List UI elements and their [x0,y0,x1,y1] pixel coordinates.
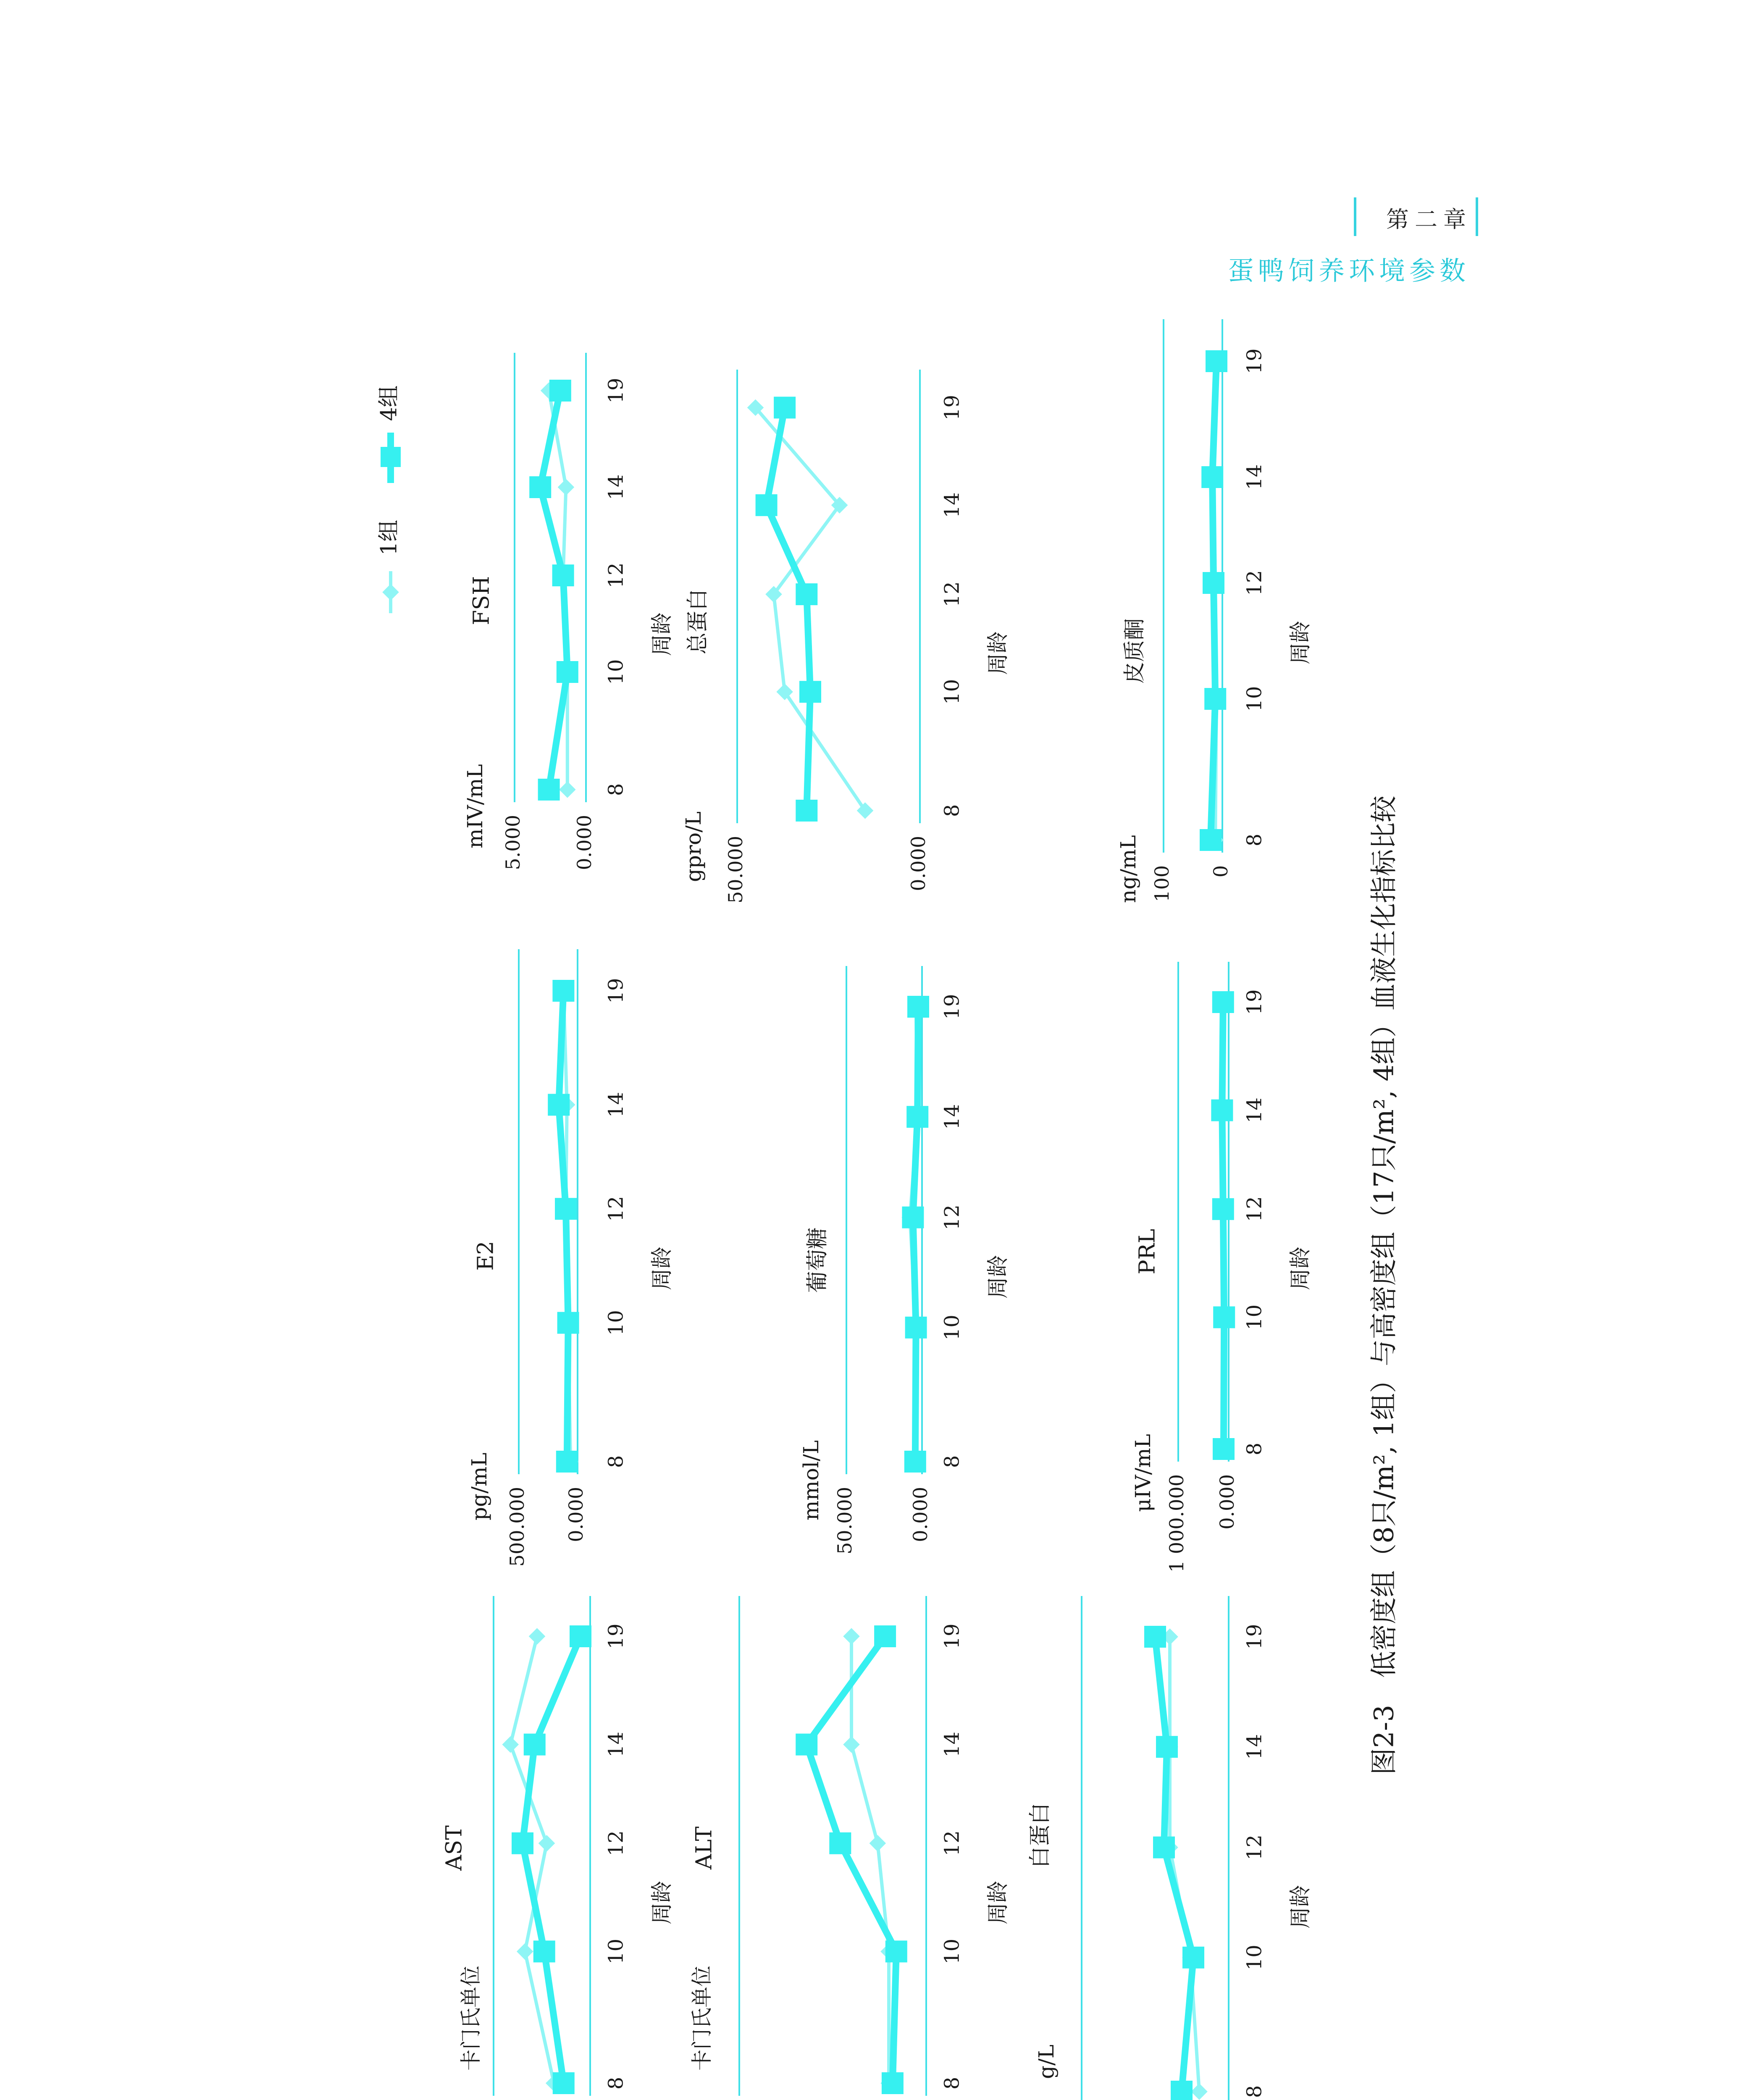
series-line-2 [913,1007,918,1462]
x-tick-label: 10 [604,1310,628,1336]
data-point-group4 [557,661,578,683]
data-point-group4 [907,996,929,1018]
chart-title: AST [441,1825,467,1871]
y-tick-label: 1 000.000 [1165,1474,1188,1573]
data-point-group4 [796,800,817,822]
chart-panel-4 [690,1596,1011,2100]
figure-caption: 图2-3 低密度组（8只/m², 1组）与高密度组（17只/m², 4组）血液生化指标比较 [1369,795,1400,1775]
data-point-group1 [843,1736,860,1753]
data-point-group1 [529,1628,546,1645]
chart-title: E2 [473,1241,499,1271]
data-point-group4 [1211,1100,1233,1121]
chart-panel-6 [681,370,1011,903]
x-tick-label: 19 [604,1623,628,1649]
series-line-2 [523,1636,581,2083]
data-point-group1 [558,479,575,496]
y-tick-label: 0 [1209,865,1232,878]
y-tick-label: 50.000 [833,1487,856,1554]
x-tick-label: 19 [940,1623,964,1649]
y-axis-label: gpro/L [681,811,706,882]
y-tick-label: 100 [1151,865,1173,902]
y-axis-label: 卡门氏单位 [690,1966,714,2071]
data-point-group4 [1200,829,1222,851]
x-tick-label: 19 [1243,989,1266,1015]
x-tick-label: 19 [940,394,964,421]
y-tick-label: 500.000 [506,1487,528,1567]
x-tick-label: 14 [604,1092,628,1118]
x-axis-label: 周龄 [649,1246,675,1291]
y-tick-label: 0.000 [909,1487,932,1542]
x-tick-label: 10 [940,1315,964,1341]
x-tick-label: 10 [1243,686,1266,712]
x-tick-label: 14 [604,1732,628,1758]
chart-panel-3 [463,353,675,870]
data-point-group1 [502,1736,519,1753]
legend-marker-group4 [381,447,401,467]
x-tick-label: 10 [604,659,628,685]
data-point-group4 [1144,1626,1166,1648]
data-point-group4 [557,1312,579,1334]
x-tick-label: 10 [940,1938,964,1964]
y-tick-label: 5.000 [502,815,524,870]
data-point-group4 [904,1451,926,1473]
chart-title: FSH [469,576,494,625]
data-point-group4 [1156,1736,1178,1758]
data-point-group4 [549,380,571,402]
data-point-group4 [885,1940,907,1962]
x-tick-label: 8 [604,2076,628,2090]
data-point-group4 [538,779,560,801]
chart-panel-9 [1116,319,1314,903]
x-tick-label: 8 [1243,2085,1266,2098]
x-tick-label: 14 [1243,464,1266,490]
x-tick-label: 14 [1243,1734,1266,1760]
data-point-group4 [1204,688,1226,710]
data-point-group4 [1203,572,1224,594]
x-tick-label: 14 [940,1104,964,1130]
series-line-2 [767,408,810,811]
legend-marker-group1 [382,584,399,601]
chapter-subtitle: 蛋鸭饲养环境参数 [1227,255,1470,286]
data-point-group4 [774,397,796,419]
x-tick-label: 12 [1243,1835,1266,1861]
data-point-group4 [906,1106,928,1128]
x-tick-label: 8 [940,804,964,817]
x-tick-label: 19 [940,994,964,1020]
legend [377,385,402,613]
y-axis-label: 卡门氏单位 [459,1966,483,2071]
chart-title: 葡萄糖 [805,1227,830,1293]
data-point-group4 [552,980,574,1002]
x-tick-label: 19 [604,978,628,1004]
x-axis-label: 周龄 [985,1255,1011,1299]
x-tick-label: 12 [940,581,964,607]
x-tick-label: 19 [1243,348,1266,374]
data-point-group4 [1206,350,1227,372]
x-tick-label: 10 [940,679,964,705]
data-point-group4 [548,1094,570,1116]
y-axis-label: mIV/mL [463,764,487,848]
x-axis-label: 周龄 [1288,1246,1314,1291]
data-point-group4 [1171,2081,1193,2100]
legend-label-group1: 1组 [376,520,402,556]
series-line-1 [510,1636,554,2083]
x-tick-label: 8 [940,2076,964,2090]
x-tick-label: 12 [1243,570,1266,596]
chart-panel-7 [1028,1596,1314,2100]
x-axis-label: 周龄 [1288,620,1314,665]
data-point-group4 [796,1734,817,1756]
data-point-group4 [874,1625,896,1647]
y-axis-label: pg/mL [467,1452,491,1520]
data-point-group1 [539,1835,555,1852]
data-point-group1 [559,781,576,798]
y-axis-label: ng/mL [1116,835,1140,903]
x-tick-label: 14 [940,1732,964,1758]
x-tick-label: 8 [604,783,628,796]
x-axis-label: 周龄 [985,1880,1011,1925]
y-axis-label: μIV/mL [1131,1434,1155,1512]
x-axis-label: 周龄 [649,612,675,656]
chart-panel-1 [442,1596,675,2100]
x-tick-label: 14 [604,474,628,500]
data-point-group4 [1212,991,1234,1013]
y-tick-label: 0.000 [573,815,596,870]
x-tick-label: 10 [1243,1304,1266,1330]
data-point-group1 [843,1628,860,1645]
data-point-group4 [552,564,574,586]
series-line-2 [1222,1002,1224,1449]
chart-panel-5 [799,966,1011,1554]
data-point-group4 [796,583,817,605]
data-point-group4 [756,494,778,516]
series-line-1 [851,1636,889,2083]
series-line-2 [1211,361,1216,840]
data-point-group4 [570,1625,591,1647]
x-tick-label: 8 [604,1455,628,1468]
x-tick-label: 12 [604,562,628,588]
data-point-group4 [1213,1306,1235,1328]
x-tick-label: 12 [940,1830,964,1856]
data-point-group4 [533,1940,555,1962]
y-tick-label: 0.000 [565,1487,587,1542]
chapter-label: 第二章 [1386,206,1472,233]
chart-title: 白蛋白 [1027,1802,1053,1869]
chart-title: ALT [691,1826,717,1870]
y-tick-label: 50.000 [724,836,747,903]
data-point-group1 [870,1835,886,1852]
chart-panel-2 [467,949,675,1567]
data-point-group4 [902,1207,924,1228]
x-tick-label: 19 [1243,1624,1266,1650]
x-tick-label: 19 [604,378,628,404]
data-point-group4 [556,1451,578,1473]
x-tick-label: 8 [940,1455,964,1468]
x-axis-label: 周龄 [985,631,1011,675]
x-tick-label: 14 [940,492,964,518]
data-point-group1 [517,1943,533,1960]
x-tick-label: 12 [604,1830,628,1856]
x-tick-label: 8 [1243,833,1266,847]
data-point-group4 [512,1832,533,1854]
data-point-group4 [1153,1837,1175,1858]
data-point-group4 [555,1198,577,1220]
data-point-group4 [1213,1438,1235,1460]
y-axis-label: g/L [1034,2044,1059,2079]
data-point-group4 [1182,1947,1204,1969]
y-axis-label: mmol/L [799,1440,823,1520]
y-tick-label: 0.000 [1216,1474,1238,1530]
data-point-group4 [799,681,821,703]
chart-title: PRL [1135,1228,1160,1275]
x-axis-label: 周龄 [649,1880,675,1925]
x-tick-label: 12 [604,1196,628,1222]
data-point-group4 [829,1832,851,1854]
series-line-2 [540,391,567,790]
x-axis-label: 周龄 [1288,1885,1314,1929]
legend-label-group4: 4组 [376,385,402,421]
data-point-group4 [1201,466,1223,488]
data-point-group4 [553,2072,575,2094]
x-tick-label: 8 [1243,1442,1266,1456]
x-tick-label: 10 [604,1938,628,1964]
x-tick-label: 14 [1243,1097,1266,1124]
chart-title: 皮质酮 [1122,618,1148,684]
data-point-group4 [905,1317,927,1339]
chart-title: 总蛋白 [685,588,711,655]
x-tick-label: 10 [1243,1945,1266,1971]
y-tick-label: 0.000 [907,836,930,891]
x-tick-label: 12 [1243,1196,1266,1222]
data-point-group4 [1212,1198,1234,1220]
data-point-group1 [1191,2083,1208,2100]
chart-panel-8 [1131,962,1314,1572]
data-point-group4 [529,476,551,498]
data-point-group4 [524,1734,546,1756]
data-point-group4 [882,2072,904,2094]
x-tick-label: 12 [940,1205,964,1231]
